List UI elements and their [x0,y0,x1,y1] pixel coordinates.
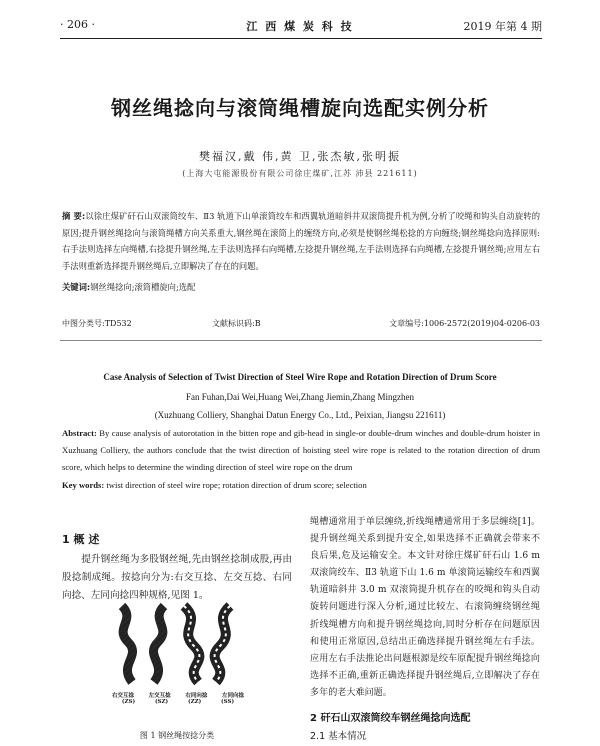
english-abstract [62,425,540,476]
fig-label-zz: 右同向捻 [185,693,208,699]
fig-code-zz: (ZZ) [187,699,202,705]
section1-heading: 1 概 述 [62,533,100,546]
author-list: 樊福汉,戴 伟,黄 卫,张杰敏,张明振 [199,150,401,163]
page-number: · 206 · [60,18,95,31]
english-keywords-label: Key words: [62,480,105,490]
fig-code-ss: (SS) [221,699,235,705]
document-code: 文献标识码:B [212,319,261,328]
english-authors: Fan Fuhan,Dai Wei,Huang Wei,Zhang Jiemin,Zhang Mingzhen [186,392,414,402]
section1-text: 提升钢丝绳为多股钢丝绳,先由钢丝捻制成股,再由股捻制成绳。按捻向分为:右交互捻、左交互捻、右同向捻、左同向捻四种规格,见图 1。 [62,554,292,601]
rope-twist-diagram [112,602,244,686]
english-keywords-text: twist direction of steel wire rope; rotation direction of drum score; selection [106,480,367,490]
fig-code-zs: (ZS) [121,699,136,705]
fig-label-ss: 左同向捻 [221,693,244,699]
rope-ss [215,606,230,682]
affiliation: (上海大屯能源股份有限公司徐庄煤矿,江苏 沛县 221611) [182,169,418,178]
meta-rule [60,340,542,341]
english-affiliation: (Xuzhuang Colliery, Shanghai Datun Energy Co., Ltd., Peixian, Jiangsu 221611) [154,410,446,420]
fig-code-sz: (SZ) [154,699,169,705]
keywords-cn-label: 关键词: [62,282,91,292]
article-number: 文章编号:1006-2572(2019)04-0206-03 [389,319,540,328]
right-column-text: 绳槽通常用于单层缠绕,折线绳槽通常用于多层缠绕[1]。提升钢丝绳关系到提升安全,如果选择不正确就会带来不良后果,危及运输安全。本文针对徐庄煤矿矸石山 1.6 m 双滚筒绞车、Ⅱ3 轨道下山 1.6 m 单滚筒运输绞车和西翼轨道暗斜井 3.0 m 双滚筒提升机存在的咬绳和钩头自动旋转问题进行深入分析,通过比较左、右滚筒缠绕钢丝绳折线绳槽方向和提升钢丝绳捻向,同时分析存在问题原因和使用正常原因,总结出正确选择提升钢丝绳左右手法。应用左右手法推论出问题根源是绞车原配提升钢丝绳捻向选择不正确,重新正确选择提升钢丝绳后,立即解决了存在多年的老大难问题。 [310,517,540,698]
journal-name: 江 西 煤 炭 科 技 [246,20,354,33]
rope-sz [153,606,164,682]
article-title: 钢丝绳捻向与滚筒绳槽旋向选配实例分析 [111,96,489,120]
subsection-2-1-heading: 2.1 基本情况 [310,731,367,742]
figure-1 [112,602,244,712]
abstract-cn-text: 以徐庄煤矿矸石山双滚筒绞车、Ⅱ3 轨道下山单滚筒绞车和西翼轨道暗斜井双滚筒提升机为例,分析了咬绳和钩头自动旋转的原因;提升钢丝绳捻向与滚筒绳槽方向关系重大,钢丝绳在滚筒上的缠绕方向,必须是使钢丝绳松捻的方向缠绕;钢丝绳捻向选择原则:右手法则选择左向绳槽,右捻提升钢丝绳,左手法则选择右向绳槽,左捻提升钢丝绳,左手法则选择右向绳槽,左捻提升钢丝绳;应用左右手法则重新选择提升钢丝绳后,立即解决了存在的问题。 [62,211,540,271]
fig-label-zs: 右交互捻 [112,693,135,699]
abstract-cn-label: 摘 要: [62,211,86,221]
figure-1-caption: 图 1 钢丝绳按捻分类 [139,731,215,740]
english-keywords [62,480,540,490]
header-rule [60,38,542,39]
fig-label-sz: 左交互捻 [148,693,171,699]
keywords-cn-text: 钢丝绳捻向;滚筒槽旋向;选配 [90,282,196,292]
rope-zz [184,606,199,682]
english-abstract-text: By cause analysis of autorotation in the bitten rope and gib-head in single-or double-drum winches and double-drum hoister in Xuzhuang Colliery, the authors conclude that the twist direction of hoisting steel wire rope is related to the rotation direction of drum score, which helps to determine the winding direction of steel wire rope on the drum [62,428,540,472]
abstract-cn [62,208,540,274]
english-abstract-label: Abstract: [62,428,97,438]
issue-number: 2019 年第 4 期 [463,20,542,33]
english-title: Case Analysis of Selection of Twist Direction of Steel Wire Rope and Rotation Direction of Drum Score [103,372,497,382]
section2-heading: 2 矸石山双滚筒绞车钢丝绳捻向选配 [310,713,471,724]
rope-zs [122,606,133,682]
clc-number: 中图分类号:TD532 [62,319,132,328]
keywords-cn [62,281,540,293]
